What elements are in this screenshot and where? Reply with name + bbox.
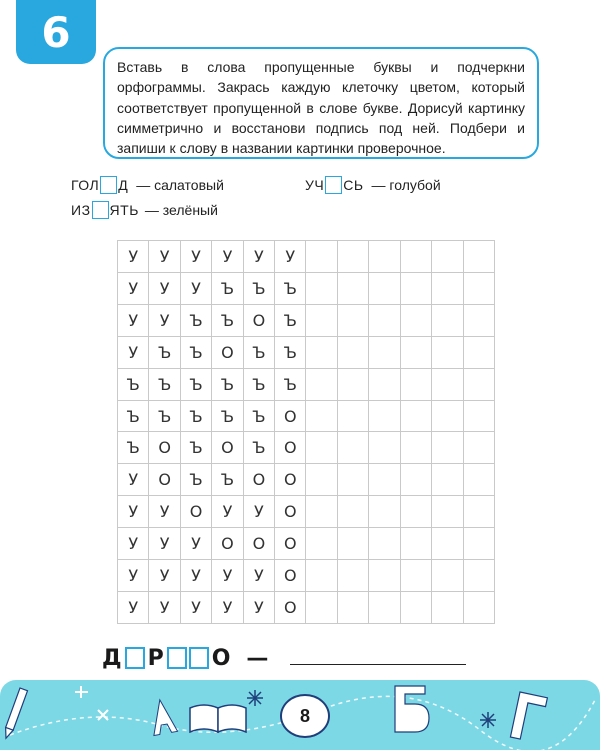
grid-cell[interactable]: У xyxy=(181,592,212,624)
grid-cell[interactable] xyxy=(464,273,495,305)
grid-cell[interactable] xyxy=(369,496,400,528)
grid-cell[interactable] xyxy=(401,528,432,560)
grid-cell[interactable]: У xyxy=(212,496,243,528)
color-label: — зелёный xyxy=(144,202,218,218)
color-key-item-izyat xyxy=(71,201,218,219)
grid-cell[interactable]: У xyxy=(118,305,149,337)
grid-cell[interactable]: У xyxy=(244,560,275,592)
grid-cell[interactable]: Ъ xyxy=(212,464,243,496)
grid-cell[interactable] xyxy=(338,241,369,273)
grid-cell[interactable]: Ъ xyxy=(181,401,212,433)
grid-cell[interactable]: У xyxy=(244,496,275,528)
grid-cell[interactable]: У xyxy=(118,241,149,273)
grid-cell[interactable] xyxy=(306,273,337,305)
grid-cell[interactable]: О xyxy=(244,528,275,560)
grid-cell[interactable] xyxy=(401,560,432,592)
grid-cell[interactable]: У xyxy=(212,241,243,273)
grid-cell[interactable]: Ъ xyxy=(212,369,243,401)
grid-cell[interactable]: У xyxy=(118,337,149,369)
grid-cell[interactable]: О xyxy=(244,305,275,337)
color-key-item-golubdel xyxy=(71,176,224,194)
grid-cell[interactable]: Ъ xyxy=(181,369,212,401)
grid-cell[interactable]: Ъ xyxy=(149,369,180,401)
coloring-grid xyxy=(117,240,495,624)
grid-cell[interactable] xyxy=(306,496,337,528)
grid-cell[interactable]: У xyxy=(149,592,180,624)
grid-cell[interactable]: У xyxy=(181,273,212,305)
grid-cell[interactable]: О xyxy=(244,464,275,496)
grid-cell[interactable] xyxy=(306,401,337,433)
color-key-item-uchast xyxy=(305,176,441,194)
grid-cell[interactable]: Ъ xyxy=(181,464,212,496)
grid-cell[interactable] xyxy=(369,273,400,305)
grid-cell[interactable] xyxy=(369,305,400,337)
pencil-icon xyxy=(2,688,27,740)
title-letter: Д xyxy=(102,645,122,671)
grid-cell[interactable] xyxy=(401,464,432,496)
grid-cell[interactable]: Ъ xyxy=(181,432,212,464)
grid-cell[interactable] xyxy=(401,369,432,401)
grid-cell[interactable]: У xyxy=(149,496,180,528)
grid-cell[interactable]: У xyxy=(149,273,180,305)
grid-cell[interactable]: О xyxy=(212,432,243,464)
math-symbols-decoration xyxy=(75,686,108,720)
grid-cell[interactable] xyxy=(369,337,400,369)
grid-cell[interactable] xyxy=(464,464,495,496)
title-missing-letter-box[interactable] xyxy=(189,647,209,669)
missing-letter-box[interactable] xyxy=(100,176,117,194)
grid-cell[interactable] xyxy=(306,464,337,496)
grid-cell[interactable] xyxy=(464,369,495,401)
grid-cell[interactable]: Ъ xyxy=(244,401,275,433)
grid-cell[interactable]: Ъ xyxy=(212,305,243,337)
grid-cell[interactable] xyxy=(338,528,369,560)
grid-cell[interactable] xyxy=(306,592,337,624)
grid-cell[interactable] xyxy=(464,432,495,464)
grid-cell[interactable] xyxy=(432,241,463,273)
grid-cell[interactable]: О xyxy=(275,432,306,464)
picture-title xyxy=(100,643,268,673)
grid-cell[interactable] xyxy=(369,560,400,592)
grid-cell[interactable] xyxy=(338,432,369,464)
grid-cell[interactable]: У xyxy=(181,560,212,592)
grid-cell[interactable]: О xyxy=(275,592,306,624)
grid-cell[interactable] xyxy=(338,305,369,337)
grid-cell[interactable]: Ъ xyxy=(212,401,243,433)
grid-cell[interactable] xyxy=(306,369,337,401)
grid-cell[interactable]: Ъ xyxy=(149,401,180,433)
grid-cell[interactable] xyxy=(401,592,432,624)
word-part-before: ИЗ xyxy=(71,202,91,218)
grid-cell[interactable] xyxy=(338,464,369,496)
word-part-before: УЧ xyxy=(305,177,325,193)
grid-cell[interactable] xyxy=(369,241,400,273)
grid-cell[interactable] xyxy=(306,305,337,337)
grid-cell[interactable]: Ъ xyxy=(118,432,149,464)
grid-cell[interactable] xyxy=(401,401,432,433)
grid-cell[interactable] xyxy=(464,305,495,337)
grid-cell[interactable]: О xyxy=(275,464,306,496)
title-dash: — xyxy=(246,645,269,671)
word-part-after: ЯТЬ xyxy=(109,202,139,218)
grid-cell[interactable]: Ъ xyxy=(275,273,306,305)
grid-cell[interactable]: О xyxy=(181,496,212,528)
grid-cell[interactable] xyxy=(432,432,463,464)
grid-cell[interactable]: О xyxy=(275,560,306,592)
grid-cell[interactable]: У xyxy=(118,273,149,305)
grid-cell[interactable]: У xyxy=(181,528,212,560)
grid-cell[interactable]: Ъ xyxy=(118,401,149,433)
grid-cell[interactable] xyxy=(464,241,495,273)
title-missing-letter-box[interactable] xyxy=(167,647,187,669)
grid-cell[interactable] xyxy=(306,241,337,273)
grid-cell[interactable] xyxy=(338,401,369,433)
grid-cell[interactable] xyxy=(338,560,369,592)
grid-cell[interactable] xyxy=(306,337,337,369)
grid-cell[interactable] xyxy=(369,432,400,464)
book-icon xyxy=(190,705,246,732)
word-part-after: СЬ xyxy=(343,177,364,193)
grid-cell[interactable] xyxy=(432,305,463,337)
grid-cell[interactable] xyxy=(432,369,463,401)
grid-cell[interactable] xyxy=(369,369,400,401)
grid-cell[interactable]: У xyxy=(244,592,275,624)
grid-cell[interactable]: О xyxy=(275,528,306,560)
grid-cell[interactable] xyxy=(338,337,369,369)
grid-cell[interactable]: Ъ xyxy=(181,337,212,369)
grid-cell[interactable]: О xyxy=(275,496,306,528)
answer-line[interactable] xyxy=(290,664,466,665)
star-icon xyxy=(480,712,496,728)
grid-cell[interactable]: У xyxy=(118,496,149,528)
grid-cell[interactable]: У xyxy=(212,560,243,592)
grid-cell[interactable] xyxy=(306,432,337,464)
task-number: 6 xyxy=(41,7,71,57)
grid-cell[interactable] xyxy=(401,337,432,369)
missing-letter-box[interactable] xyxy=(325,176,342,194)
letter-b-decoration xyxy=(395,686,429,732)
grid-cell[interactable] xyxy=(432,592,463,624)
grid-cell[interactable] xyxy=(432,401,463,433)
grid-cell[interactable]: Ъ xyxy=(118,369,149,401)
instructions-box: Вставь в слова пропущенные буквы и подчеркни орфограммы. Закрась каждую клеточку цветом, который соответствует пропущенной в слове букве. Дорисуй картинку симметрично и восстанови подпись под ней. Подбери и запиши к слову в названии картинки проверочное. xyxy=(103,47,539,159)
grid-cell[interactable] xyxy=(464,560,495,592)
grid-cell[interactable]: У xyxy=(149,305,180,337)
grid-cell[interactable] xyxy=(306,560,337,592)
grid-cell[interactable]: О xyxy=(149,464,180,496)
missing-letter-box[interactable] xyxy=(92,201,109,219)
grid-cell[interactable] xyxy=(432,560,463,592)
word-part-before: ГОЛ xyxy=(71,177,100,193)
grid-cell[interactable]: О xyxy=(275,401,306,433)
grid-cell[interactable]: У xyxy=(275,241,306,273)
color-label: — салатовый xyxy=(136,177,224,193)
grid-cell[interactable] xyxy=(432,464,463,496)
grid-cell[interactable]: У xyxy=(118,592,149,624)
grid-cell[interactable]: Ъ xyxy=(275,305,306,337)
title-letter: Р xyxy=(147,645,164,671)
grid-cell[interactable]: У xyxy=(212,592,243,624)
grid-cell[interactable] xyxy=(432,337,463,369)
grid-cell[interactable]: О xyxy=(212,528,243,560)
grid-cell[interactable]: Ъ xyxy=(244,273,275,305)
grid-cell[interactable]: У xyxy=(118,560,149,592)
title-missing-letter-box[interactable] xyxy=(125,647,145,669)
grid-cell[interactable]: Ъ xyxy=(244,337,275,369)
letter-a-decoration xyxy=(148,698,178,736)
grid-cell[interactable]: Ъ xyxy=(181,305,212,337)
title-letter: О xyxy=(211,645,231,671)
grid-cell[interactable] xyxy=(369,528,400,560)
grid-cell[interactable]: У xyxy=(118,464,149,496)
grid-cell[interactable] xyxy=(464,496,495,528)
grid-cell[interactable] xyxy=(369,464,400,496)
grid-cell[interactable]: О xyxy=(149,432,180,464)
grid-cell[interactable] xyxy=(401,273,432,305)
grid-cell[interactable] xyxy=(338,496,369,528)
grid-cell[interactable] xyxy=(464,337,495,369)
grid-cell[interactable]: У xyxy=(149,241,180,273)
grid-cell[interactable]: Ъ xyxy=(275,369,306,401)
star-icon xyxy=(247,690,263,706)
grid-cell[interactable]: У xyxy=(118,528,149,560)
grid-cell[interactable] xyxy=(369,592,400,624)
grid-cell[interactable]: У xyxy=(181,241,212,273)
grid-cell[interactable] xyxy=(464,592,495,624)
grid-cell[interactable] xyxy=(401,241,432,273)
page-number: 8 xyxy=(280,694,330,738)
grid-cell[interactable] xyxy=(338,369,369,401)
grid-cell[interactable] xyxy=(464,401,495,433)
grid-cell[interactable]: У xyxy=(149,560,180,592)
task-number-badge xyxy=(16,0,96,64)
grid-cell[interactable]: Ъ xyxy=(244,432,275,464)
color-label: — голубой xyxy=(371,177,441,193)
grid-cell[interactable] xyxy=(338,592,369,624)
grid-cell[interactable]: У xyxy=(149,528,180,560)
grid-cell[interactable] xyxy=(432,273,463,305)
word-part-after: Д xyxy=(118,177,129,193)
grid-cell[interactable] xyxy=(432,528,463,560)
grid-cell[interactable]: У xyxy=(244,241,275,273)
grid-cell[interactable] xyxy=(306,528,337,560)
grid-cell[interactable] xyxy=(401,305,432,337)
letter-g-decoration xyxy=(510,692,547,743)
grid-cell[interactable]: Ъ xyxy=(275,337,306,369)
grid-cell[interactable] xyxy=(401,432,432,464)
grid-cell[interactable] xyxy=(432,496,463,528)
grid-cell[interactable]: Ъ xyxy=(244,369,275,401)
grid-cell[interactable]: Ъ xyxy=(212,273,243,305)
grid-cell[interactable] xyxy=(369,401,400,433)
grid-cell[interactable]: Ъ xyxy=(149,337,180,369)
grid-cell[interactable]: О xyxy=(212,337,243,369)
grid-cell[interactable] xyxy=(464,528,495,560)
grid-cell[interactable] xyxy=(401,496,432,528)
grid-cell[interactable] xyxy=(338,273,369,305)
